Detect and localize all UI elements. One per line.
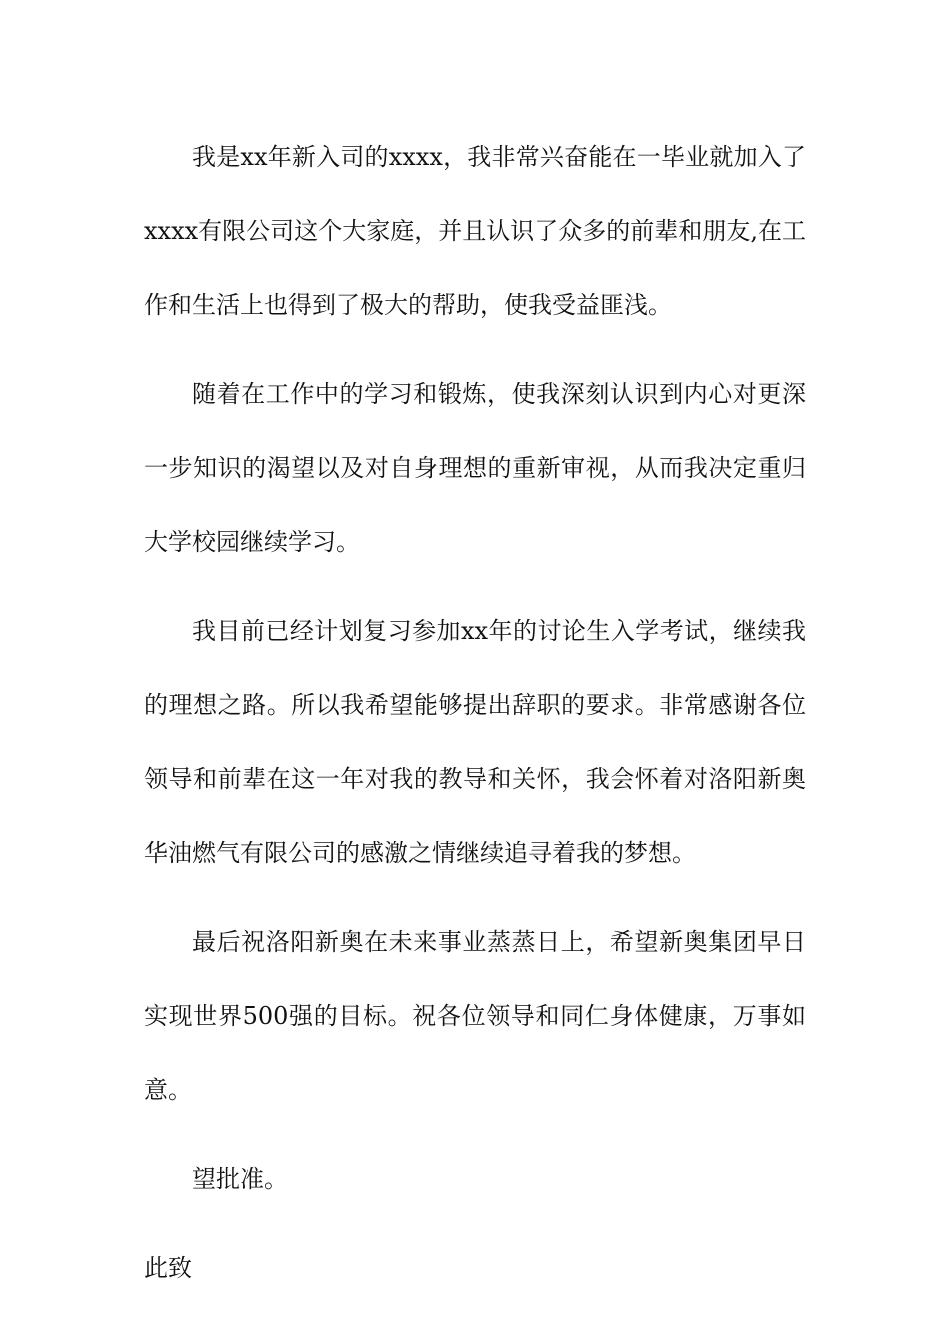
paragraph-closing: 此致 — [144, 1254, 192, 1282]
paragraph-reason: 随着在工作中的学习和锻炼，使我深刻认识到内心对更深一步知识的渴望以及对自身理想的重新审视，从而我决定重归大学校园继续学习。 — [144, 380, 806, 556]
paragraph-wishes: 最后祝洛阳新奥在未来事业蒸蒸日上，希望新奥集团早日实现世界500强的目标。祝各位领导和同仁身体健康，万事如意。 — [144, 928, 806, 1104]
letter-body — [144, 120, 806, 1320]
paragraph-request: 望批准。 — [192, 1165, 288, 1193]
paragraph-plan: 我目前已经计划复习参加xx年的讨论生入学考试，继续我的理想之路。所以我希望能够提出辞职的要求。非常感谢各位领导和前辈在这一年对我的教导和关怀，我会怀着对洛阳新奥华油燃气有限公司的感激之情继续追寻着我的梦想。 — [144, 617, 806, 867]
paragraph-intro: 我是xx年新入司的xxxx，我非常兴奋能在一毕业就加入了xxxx有限公司这个大家庭，并且认识了众多的前辈和朋友,在工作和生活上也得到了极大的帮助，使我受益匪浅。 — [144, 143, 806, 319]
